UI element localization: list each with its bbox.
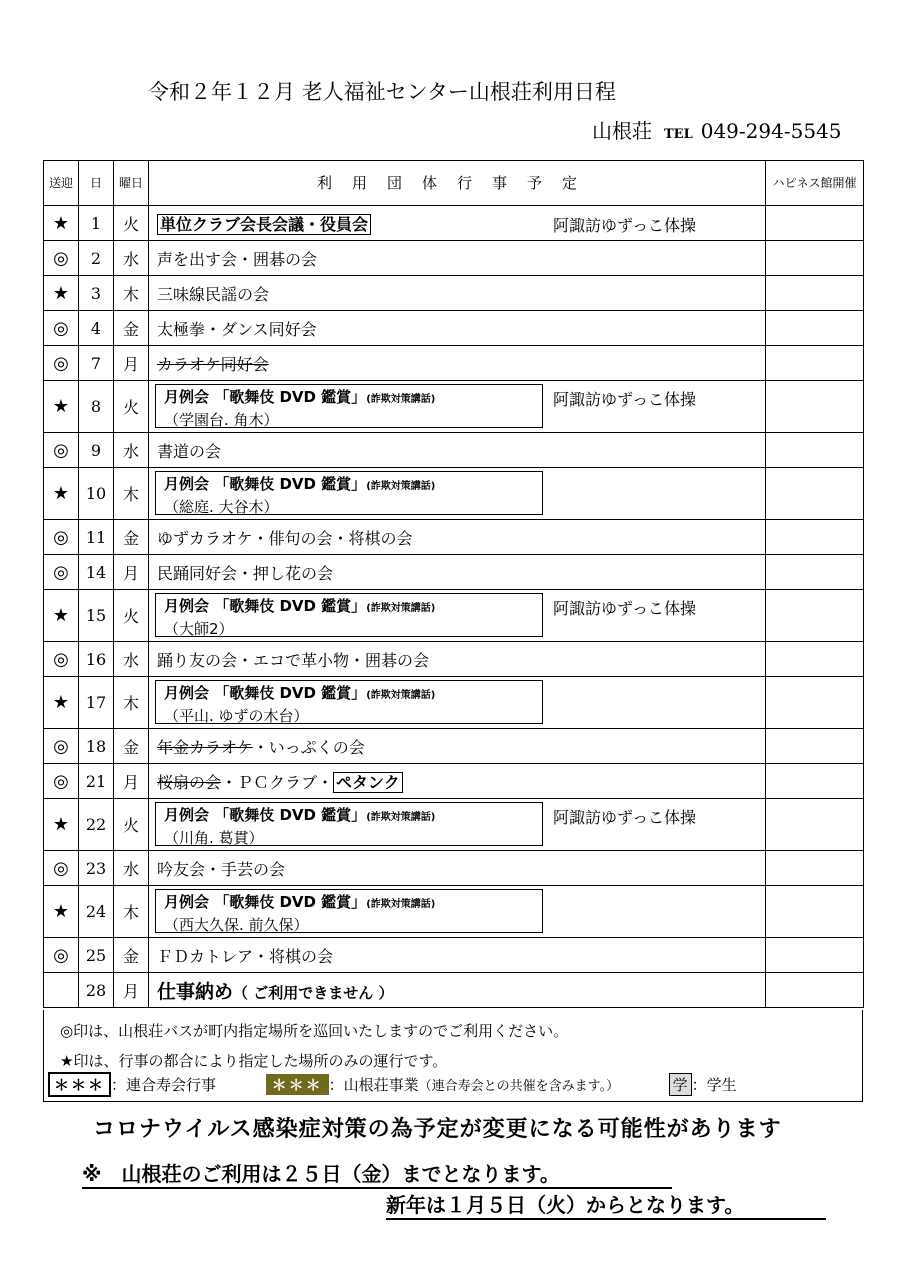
weekday: 月	[114, 973, 149, 1008]
table-row	[44, 677, 864, 729]
transport-mark: ◎	[44, 851, 79, 886]
transport-mark: ◎	[44, 938, 79, 973]
happiness-cell	[766, 886, 864, 938]
event-text: 声を出す会・囲碁の会	[157, 249, 318, 269]
weekday: 月	[114, 346, 149, 381]
event-text: 踊り友の会・エコで革小物・囲碁の会	[157, 650, 430, 670]
notice-new-year: 新年は１月５日（火）からとなります。	[386, 1189, 826, 1220]
event-text: 民踊同好会・押し花の会	[157, 563, 334, 583]
table-row	[44, 938, 864, 973]
monthly-subtitle: (詐欺対策講話)	[366, 603, 436, 614]
event-text: カラオケ同好会	[157, 354, 269, 374]
happiness-cell	[766, 555, 864, 590]
day-number: 10	[79, 468, 114, 520]
weekday: 木	[114, 468, 149, 520]
notice-last-day: ※ 山根荘のご利用は２５日（金）までとなります。	[82, 1158, 672, 1189]
monthly-subtitle: (詐欺対策講話)	[366, 812, 436, 823]
event-cell	[149, 764, 766, 799]
legend-yamane-text: ：山根荘事業	[328, 1076, 419, 1094]
monthly-meeting-box	[155, 889, 543, 933]
tel-label: TEL	[664, 127, 693, 142]
legend-union-text: ：連合寿会行事	[111, 1076, 217, 1094]
event-text: 単位クラブ会長会議・役員会	[157, 214, 371, 235]
weekday: 火	[114, 206, 149, 241]
page-title: 令和２年１２月 老人福祉センター山根荘利用日程	[148, 80, 616, 104]
monthly-location: （総庭. 大谷木）	[164, 498, 279, 516]
event-cell	[149, 346, 766, 381]
event-right-text: 阿諏訪ゆずっこ体操	[553, 808, 697, 827]
weekday: 金	[114, 729, 149, 764]
header-weekday: 曜日	[114, 161, 149, 206]
day-number: 23	[79, 851, 114, 886]
day-number: 2	[79, 241, 114, 276]
transport-mark: ◎	[44, 346, 79, 381]
monthly-meeting-box	[155, 802, 543, 846]
transport-mark: ★	[44, 799, 79, 851]
table-row	[44, 311, 864, 346]
day-number: 24	[79, 886, 114, 938]
event-text: 三味線民謡の会	[157, 284, 270, 304]
transport-mark: ◎	[44, 241, 79, 276]
day-number: 28	[79, 973, 114, 1008]
happiness-cell	[766, 311, 864, 346]
header-events: 利用団体行事予定	[149, 161, 766, 206]
event-text: ・いっぷくの会	[252, 737, 365, 757]
header-happiness: ハピネス館開催	[766, 161, 864, 206]
header-day: 日	[79, 161, 114, 206]
table-row	[44, 520, 864, 555]
transport-mark: ◎	[44, 520, 79, 555]
table-row	[44, 764, 864, 799]
transport-mark: ◎	[44, 729, 79, 764]
happiness-cell	[766, 729, 864, 764]
day-number: 17	[79, 677, 114, 729]
happiness-cell	[766, 677, 864, 729]
table-row	[44, 241, 864, 276]
happiness-cell	[766, 433, 864, 468]
weekday: 火	[114, 590, 149, 642]
happiness-cell	[766, 764, 864, 799]
day-number: 1	[79, 206, 114, 241]
table-row	[44, 433, 864, 468]
transport-mark: ◎	[44, 433, 79, 468]
weekday: 月	[114, 555, 149, 590]
monthly-location: （川角. 葛貫）	[164, 829, 264, 847]
legend-student-text: ：学生	[691, 1076, 737, 1094]
transport-mark	[44, 973, 79, 1008]
event-cell	[149, 206, 766, 241]
transport-mark: ◎	[44, 764, 79, 799]
event-text: 桜扇の会	[157, 772, 222, 792]
happiness-cell	[766, 206, 864, 241]
event-text: 仕事納め	[157, 980, 234, 1003]
day-number: 22	[79, 799, 114, 851]
event-cell	[149, 381, 766, 433]
event-cell	[149, 468, 766, 520]
transport-mark: ★	[44, 677, 79, 729]
weekday: 水	[114, 433, 149, 468]
monthly-title: 月例会 「歌舞伎 DVD 鑑賞」	[164, 597, 367, 615]
note-circle: ◎印は、山根荘バスが町内指定場所を巡回いたしますのでご利用ください。	[60, 1022, 569, 1040]
happiness-cell	[766, 276, 864, 311]
weekday: 木	[114, 886, 149, 938]
table-row	[44, 468, 864, 520]
monthly-meeting-box	[155, 471, 543, 515]
monthly-title: 月例会 「歌舞伎 DVD 鑑賞」	[164, 475, 367, 493]
event-text: ＦＤカトレア・将棋の会	[157, 946, 334, 966]
weekday: 金	[114, 311, 149, 346]
legend-yamane-mark: ＊＊＊	[266, 1074, 329, 1095]
monthly-subtitle: (詐欺対策講話)	[366, 394, 436, 405]
schedule-table	[43, 160, 864, 1008]
table-row	[44, 886, 864, 938]
weekday: 火	[114, 381, 149, 433]
monthly-title: 月例会 「歌舞伎 DVD 鑑賞」	[164, 893, 367, 911]
event-cell	[149, 642, 766, 677]
day-number: 3	[79, 276, 114, 311]
event-cell	[149, 241, 766, 276]
weekday: 火	[114, 799, 149, 851]
transport-mark: ★	[44, 468, 79, 520]
table-row	[44, 206, 864, 241]
happiness-cell	[766, 938, 864, 973]
day-number: 11	[79, 520, 114, 555]
weekday: 水	[114, 241, 149, 276]
transport-mark: ★	[44, 206, 79, 241]
transport-mark: ◎	[44, 642, 79, 677]
event-cell	[149, 311, 766, 346]
weekday: 水	[114, 642, 149, 677]
event-text: （ ご利用できません ）	[233, 983, 394, 1002]
transport-mark: ◎	[44, 555, 79, 590]
happiness-cell	[766, 851, 864, 886]
event-cell	[149, 555, 766, 590]
corona-warning: コロナウイルス感染症対策の為予定が変更になる可能性があります	[93, 1117, 782, 1142]
monthly-title: 月例会 「歌舞伎 DVD 鑑賞」	[164, 684, 367, 702]
event-text: 太極拳・ダンス同好会	[157, 319, 317, 339]
event-cell	[149, 799, 766, 851]
monthly-meeting-box	[155, 384, 543, 428]
weekday: 水	[114, 851, 149, 886]
monthly-meeting-box	[155, 593, 543, 637]
legend-union-mark: ＊＊＊	[48, 1072, 111, 1097]
header-mark: 送迎	[44, 161, 79, 206]
monthly-subtitle: (詐欺対策講話)	[366, 899, 436, 910]
note-star: ★印は、行事の都合により指定した場所のみの運行です。	[60, 1052, 448, 1070]
event-cell	[149, 938, 766, 973]
day-number: 15	[79, 590, 114, 642]
monthly-title: 月例会 「歌舞伎 DVD 鑑賞」	[164, 806, 367, 824]
contact-name: 山根荘	[592, 119, 652, 143]
weekday: 月	[114, 764, 149, 799]
legend-student-mark: 学	[669, 1073, 692, 1096]
event-cell	[149, 276, 766, 311]
header-row	[44, 161, 864, 206]
table-row	[44, 973, 864, 1008]
day-number: 16	[79, 642, 114, 677]
happiness-cell	[766, 468, 864, 520]
event-cell	[149, 677, 766, 729]
event-right-text: 阿諏訪ゆずっこ体操	[553, 599, 697, 618]
happiness-cell	[766, 590, 864, 642]
transport-mark: ★	[44, 276, 79, 311]
event-cell	[149, 590, 766, 642]
event-text: 年金カラオケ	[157, 737, 253, 757]
happiness-cell	[766, 381, 864, 433]
transport-mark: ★	[44, 381, 79, 433]
event-text: ・ＰＣクラブ・	[221, 772, 334, 792]
happiness-cell	[766, 973, 864, 1008]
event-cell	[149, 729, 766, 764]
event-text: 吟友会・手芸の会	[157, 859, 286, 879]
notes-box	[43, 1010, 863, 1102]
table-row	[44, 851, 864, 886]
event-text: 書道の会	[157, 441, 222, 461]
monthly-location: （西大久保. 前久保）	[164, 916, 309, 934]
monthly-subtitle: (詐欺対策講話)	[366, 690, 436, 701]
table-row	[44, 590, 864, 642]
weekday: 金	[114, 520, 149, 555]
event-right-text: 阿諏訪ゆずっこ体操	[553, 390, 697, 409]
happiness-cell	[766, 346, 864, 381]
transport-mark: ★	[44, 590, 79, 642]
event-text: ペタンク	[333, 772, 403, 793]
happiness-cell	[766, 642, 864, 677]
day-number: 21	[79, 764, 114, 799]
day-number: 25	[79, 938, 114, 973]
event-right-text: 阿諏訪ゆずっこ体操	[553, 216, 697, 235]
contact-info	[592, 115, 842, 144]
monthly-meeting-box	[155, 680, 543, 724]
monthly-subtitle: (詐欺対策講話)	[366, 481, 436, 492]
event-cell	[149, 973, 766, 1008]
day-number: 7	[79, 346, 114, 381]
event-cell	[149, 433, 766, 468]
day-number: 14	[79, 555, 114, 590]
day-number: 4	[79, 311, 114, 346]
monthly-title: 月例会 「歌舞伎 DVD 鑑賞」	[164, 388, 367, 406]
weekday: 木	[114, 276, 149, 311]
monthly-location: （学園台. 角木）	[164, 411, 279, 429]
event-cell	[149, 520, 766, 555]
event-text: ゆずカラオケ・俳句の会・将棋の会	[157, 528, 413, 548]
event-cell	[149, 851, 766, 886]
transport-mark: ◎	[44, 311, 79, 346]
happiness-cell	[766, 241, 864, 276]
legend	[48, 1072, 858, 1096]
day-number: 9	[79, 433, 114, 468]
happiness-cell	[766, 520, 864, 555]
table-row	[44, 729, 864, 764]
table-row	[44, 276, 864, 311]
day-number: 18	[79, 729, 114, 764]
table-row	[44, 799, 864, 851]
monthly-location: （平山. ゆずの木台）	[164, 707, 309, 725]
weekday: 木	[114, 677, 149, 729]
legend-yamane-sub: （連合寿会との共催を含みます。）	[418, 1079, 620, 1094]
happiness-cell	[766, 799, 864, 851]
monthly-location: （大師2）	[164, 620, 234, 638]
table-row	[44, 381, 864, 433]
tel-number: 049-294-5545	[700, 119, 842, 143]
event-cell	[149, 886, 766, 938]
table-row	[44, 642, 864, 677]
transport-mark: ★	[44, 886, 79, 938]
weekday: 金	[114, 938, 149, 973]
day-number: 8	[79, 381, 114, 433]
table-row	[44, 555, 864, 590]
table-row	[44, 346, 864, 381]
